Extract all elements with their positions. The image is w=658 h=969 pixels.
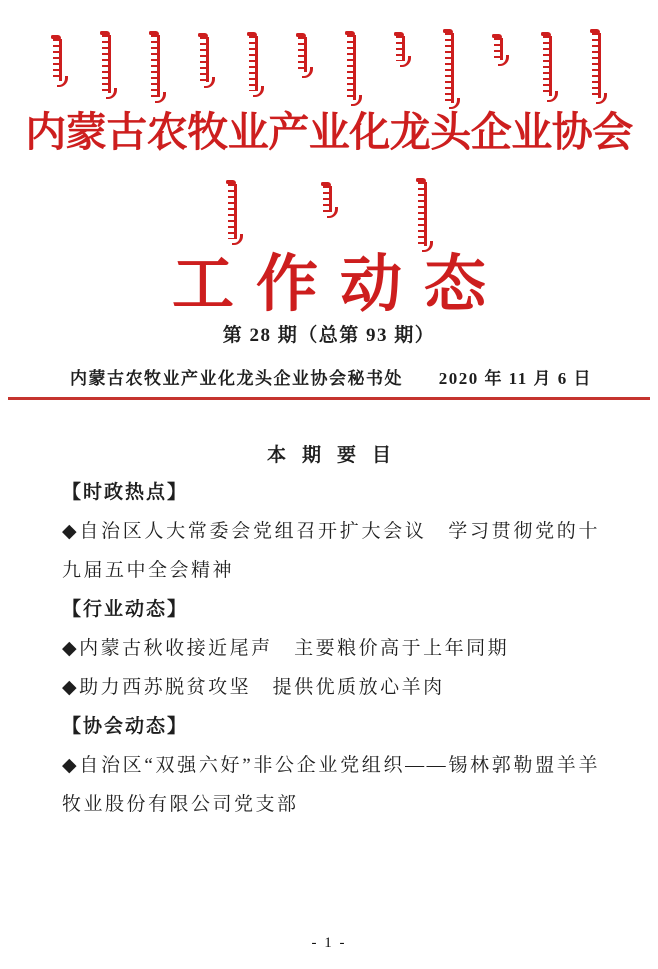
masthead-divider-rule xyxy=(8,397,650,400)
mongolian-script-row-top xyxy=(0,33,658,103)
toc-section-politics xyxy=(62,473,600,590)
toc-section-title: 【协会动态】 xyxy=(62,716,189,737)
publish-date: 2020 年 11 月 6 日 xyxy=(438,369,592,388)
toc-section-title: 【时政热点】 xyxy=(62,482,189,503)
mongolian-word xyxy=(543,36,556,96)
mongolian-word xyxy=(151,35,164,97)
toc-heading: 本期要目 xyxy=(266,445,407,466)
mongolian-word xyxy=(396,36,409,61)
mongolian-word xyxy=(445,33,458,103)
mongolian-word xyxy=(249,36,262,91)
mongolian-word xyxy=(102,35,115,93)
toc-item: ◆助力西苏脱贫攻坚 提供优质放心羊肉 xyxy=(62,677,445,698)
toc-item: ◆自治区“双强六好”非公企业党组织——锡林郭勒盟羊羊牧业股份有限公司党支部 xyxy=(62,755,600,815)
toc xyxy=(62,473,600,824)
mongolian-word xyxy=(200,37,213,82)
org-title: 内蒙古农牧业产业化龙头企业协会 xyxy=(25,109,633,155)
mongolian-word xyxy=(298,37,311,72)
page-number: - 1 - xyxy=(311,935,347,951)
mongolian-word xyxy=(228,184,241,239)
mongolian-word xyxy=(53,39,66,81)
toc-section-industry xyxy=(62,590,600,707)
publisher-name: 内蒙古农牧业产业化龙头企业协会秘书处 xyxy=(70,369,403,388)
mongolian-word xyxy=(592,33,605,98)
issue-number: 第 28 期（总第 93 期） xyxy=(222,325,436,346)
toc-item: ◆内蒙古秋收接近尾声 主要粮价高于上年同期 xyxy=(62,638,510,659)
mongolian-word xyxy=(347,35,360,100)
toc-section-association xyxy=(62,707,600,824)
toc-section-title: 【行业动态】 xyxy=(62,599,189,620)
mongolian-word xyxy=(323,186,336,212)
toc-item: ◆自治区人大常委会党组召开扩大会议 学习贯彻党的十九届五中全会精神 xyxy=(62,521,600,581)
bulletin-title: 工作动态 xyxy=(171,251,508,319)
publisher-row xyxy=(70,364,592,389)
mongolian-word xyxy=(494,38,507,60)
